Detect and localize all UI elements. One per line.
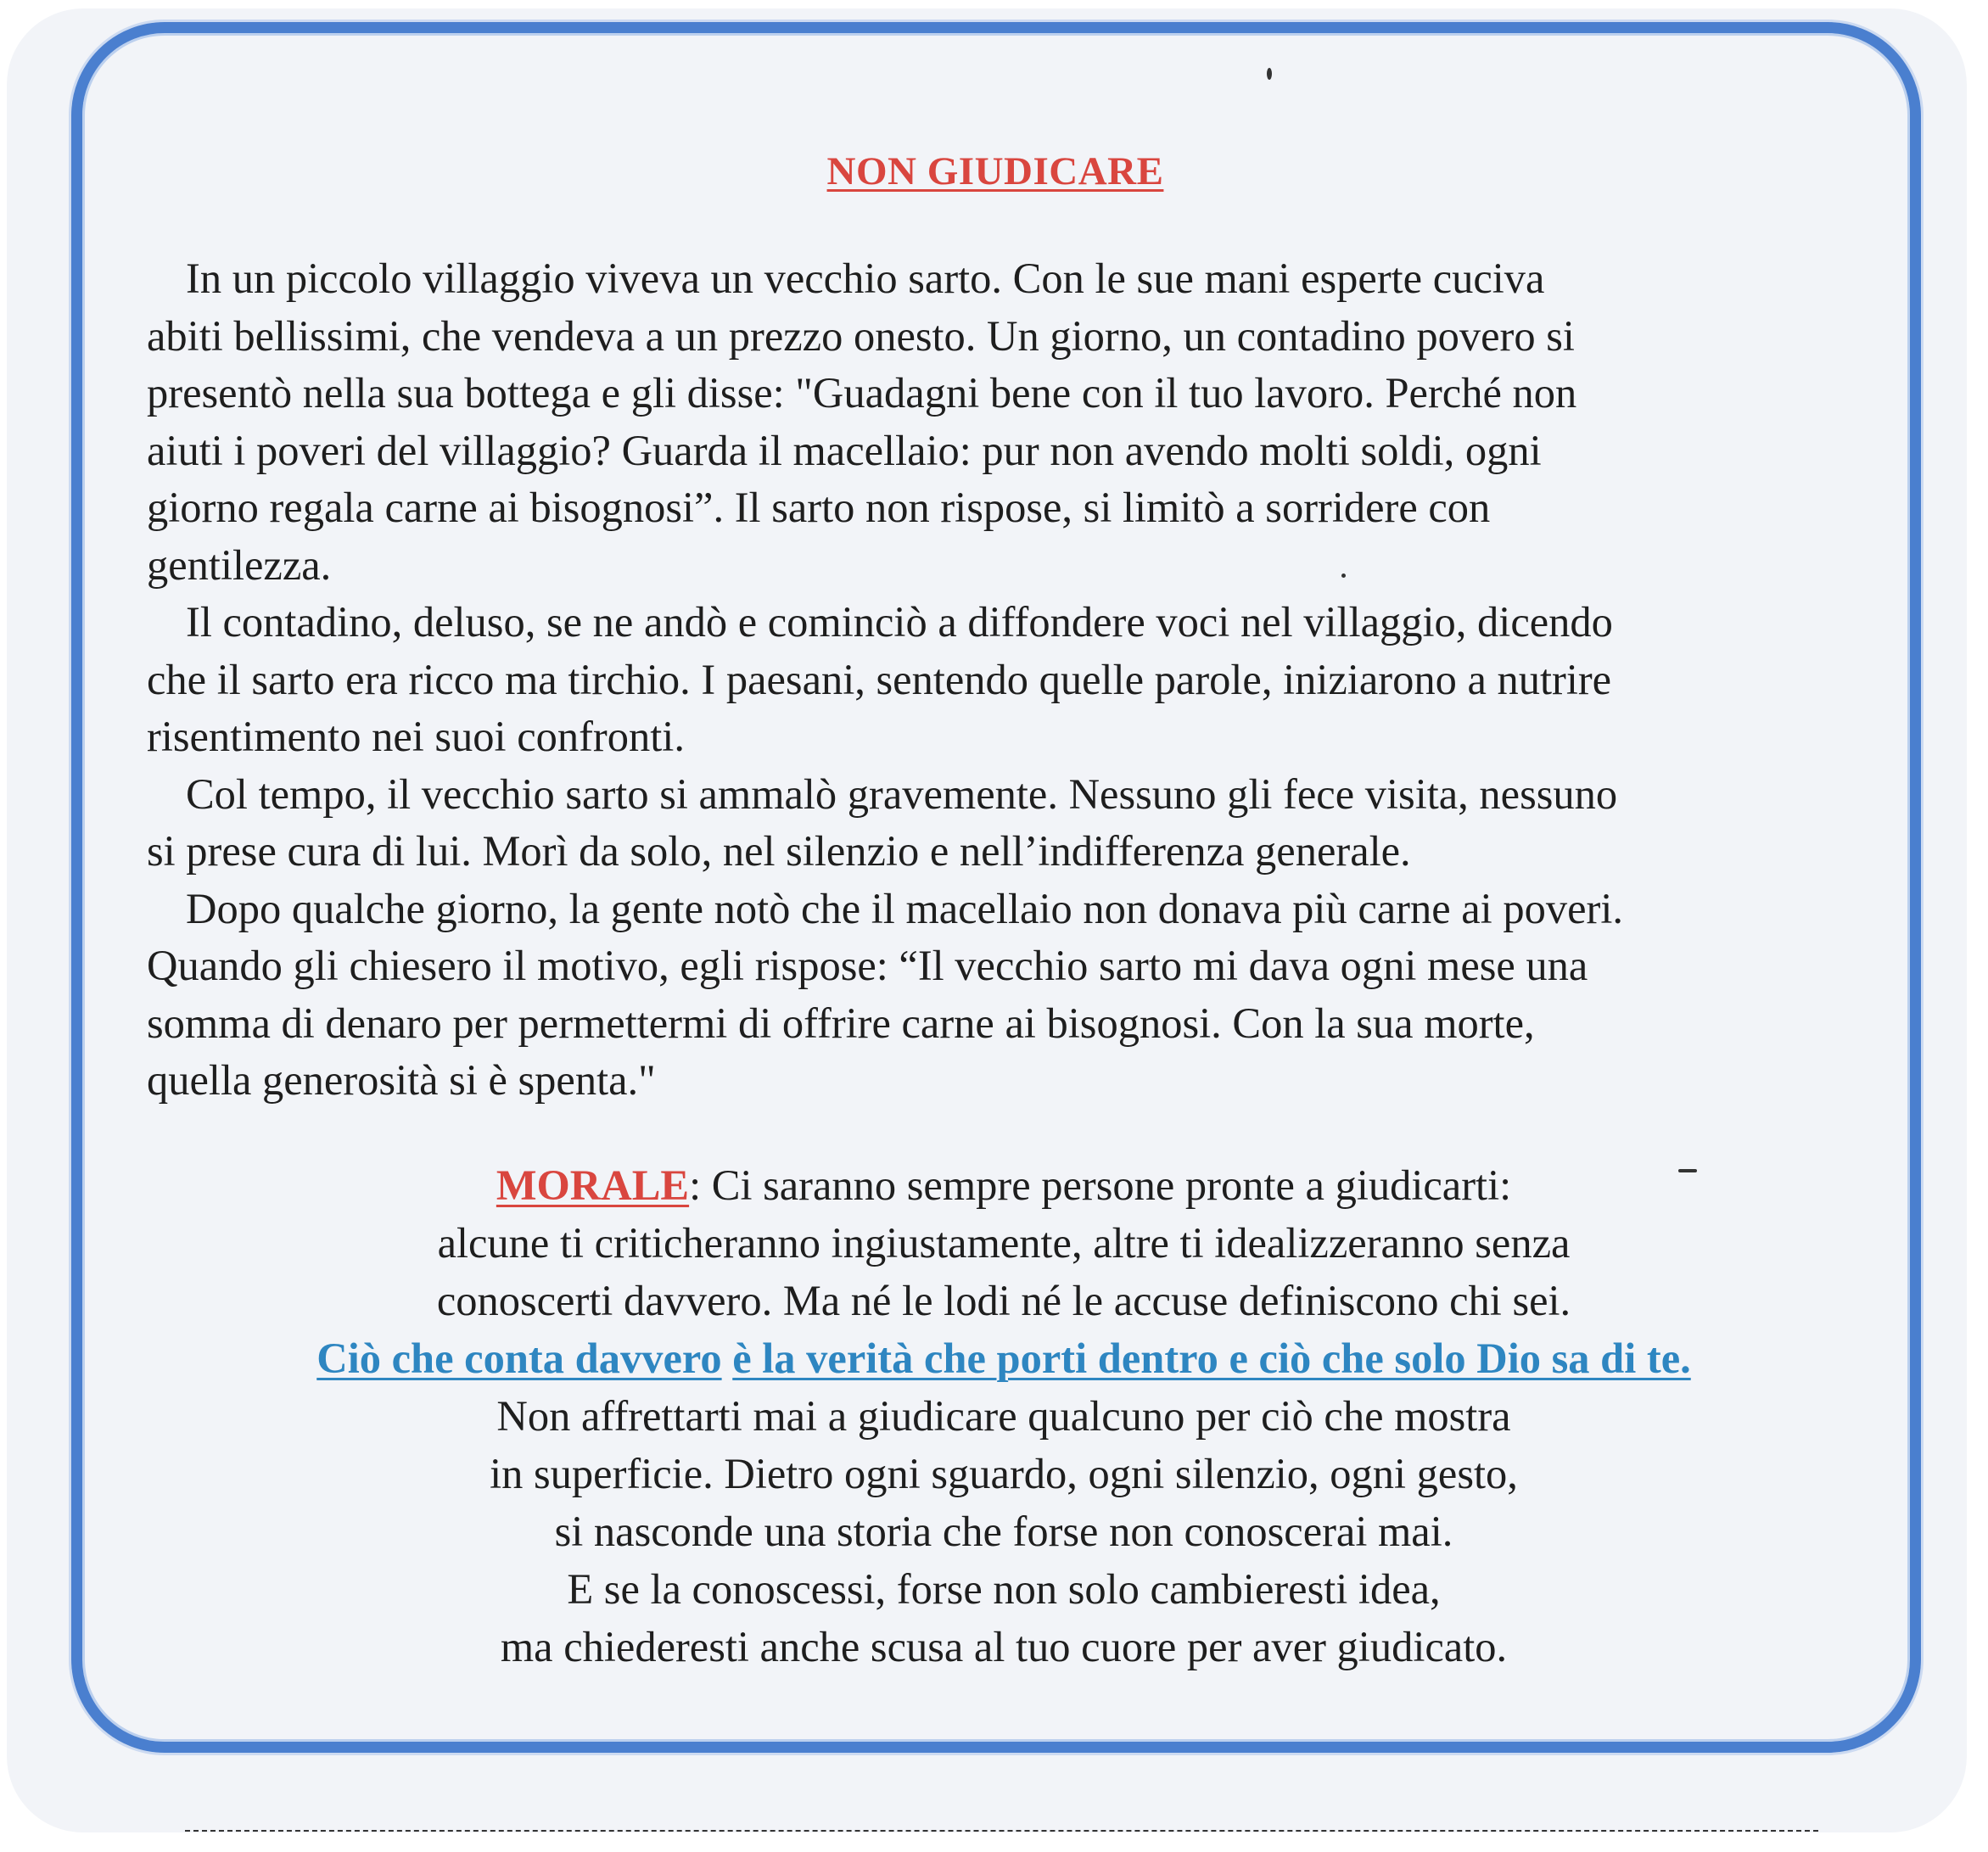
scan-speck: [1267, 68, 1272, 80]
moral-text: : Ci saranno sempre persone pronte a giudicarti:: [689, 1161, 1512, 1209]
text-line: somma di denaro per permettermi di offrire carne ai bisognosi. Con la sua morte,: [147, 999, 1535, 1047]
story-text: [147, 250, 1861, 1110]
story-paragraph: [147, 594, 1861, 766]
text-line: Col tempo, il vecchio sarto si ammalò gravemente. Nessuno gli fece visita, nessuno: [186, 769, 1618, 818]
moral-line: E se la conoscessi, forse non solo cambieresti idea,: [567, 1565, 1441, 1613]
text-line: Dopo qualche giorno, la gente notò che il macellaio non donava più carne ai poveri.: [186, 884, 1623, 932]
story-paragraph: [147, 766, 1861, 881]
text-line: aiuti i poveri del villaggio? Guarda il macellaio: pur non avendo molti soldi, ogni: [147, 426, 1542, 474]
moral-line: ma chiederesti anche scusa al tuo cuore per aver giudicato.: [500, 1623, 1508, 1670]
text-line: che il sarto era ricco ma tirchio. I paesani, sentendo quelle parole, iniziarono a nutrire: [147, 655, 1612, 703]
moral-highlight-line: [147, 1329, 1861, 1387]
text-line: quella generosità si è spenta.": [147, 1056, 656, 1104]
text-line: abiti bellissimi, che vendeva a un prezzo onesto. Un giorno, un contadino povero si: [147, 311, 1575, 360]
text-line: giorno regala carne ai bisognosi”. Il sarto non rispose, si limitò a sorridere con: [147, 484, 1491, 531]
moral-line: Non affrettarti mai a giudicare qualcuno per ciò che mostra: [496, 1392, 1511, 1440]
text-line: Quando gli chiesero il motivo, egli rispose: “Il vecchio sarto mi dava ogni mese una: [147, 942, 1588, 989]
text-line: In un piccolo villaggio viveva un vecchio sarto. Con le sue mani esperte cuciva: [186, 255, 1545, 302]
moral-line: alcune ti criticheranno ingiustamente, altre ti idealizzeranno senza: [437, 1219, 1571, 1267]
story-paragraph: [147, 881, 1861, 1110]
text-line: si prese cura di lui. Morì da solo, nel silenzio e nell’indifferenza generale.: [147, 827, 1411, 875]
dashed-divider: [185, 1830, 1818, 1832]
moral-line: conoscerti davvero. Ma né le lodi né le accuse definiscono chi sei.: [436, 1277, 1571, 1324]
highlight-text: è la verità che porti dentro e ciò che solo Dio sa di te.: [732, 1334, 1691, 1382]
moral-line: in superficie. Dietro ogni sguardo, ogni silenzio, ogni gesto,: [490, 1450, 1518, 1497]
text-line: Il contadino, deluso, se ne andò e cominciò a diffondere voci nel villaggio, dicendo: [186, 598, 1613, 646]
moral-label: MORALE: [496, 1161, 690, 1209]
story-paragraph: [147, 250, 1861, 594]
moral-section: [147, 1156, 1861, 1676]
document-title: NON GIUDICARE: [826, 149, 1164, 193]
highlight-text: Ciò che conta davvero: [316, 1334, 722, 1382]
text-line: risentimento nei suoi confronti.: [147, 713, 685, 760]
moral-first-line: [147, 1156, 1861, 1214]
moral-line: si nasconde una storia che forse non conoscerai mai.: [554, 1508, 1453, 1555]
text-line: gentilezza.: [147, 540, 332, 589]
text-line: presentò nella sua bottega e gli disse: "Guadagni bene con il tuo lavoro. Perché non: [147, 369, 1577, 417]
